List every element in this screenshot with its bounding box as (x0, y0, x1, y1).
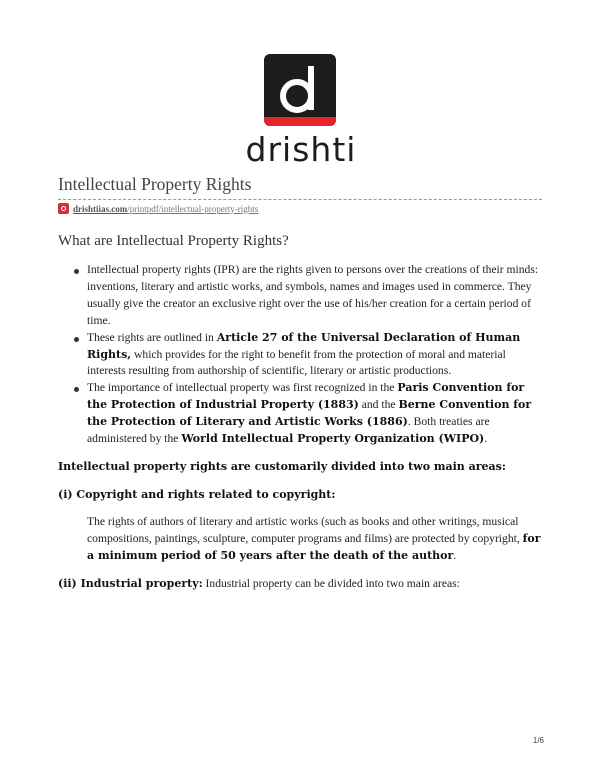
bullet-list (58, 262, 544, 448)
source-domain[interactable]: drishtiias.com (73, 203, 128, 214)
areas-heading: Intellectual property rights are customarily divided into two main areas: (58, 459, 506, 473)
list-item: The importance of intellectual property was first recognized in the Paris Convention for the Protection of Industrial Property (1883) and the Berne Convention for the Protection of Literary and Artistic Works (1886). Both treaties are administered by the World Intellectual Property Organization (WIPO). (87, 380, 544, 448)
document-title: Intellectual Property Rights (58, 174, 252, 194)
source-link[interactable] (58, 203, 258, 214)
logo-d-icon (264, 54, 336, 126)
title-divider (58, 199, 542, 200)
list-item: These rights are outlined in Article 27 of the Universal Declaration of Human Rights, which provides for the right to benefit from the protection of moral and material interests resulting from authorship of scientific, literary or artistic productions. (87, 330, 544, 381)
source-path[interactable]: /printpdf/intellectual-property-rights (127, 203, 259, 214)
logo-wordmark: drishti (245, 130, 357, 169)
industrial-paragraph: (ii) Industrial property: Industrial property can be divided into two main areas: (58, 576, 460, 590)
article-body (58, 262, 544, 592)
list-item: Intellectual property rights (IPR) are the rights given to persons over the creations of their minds: inventions, literary and artistic works, and symbols, names and images used in commerce. They usually give the creator an exclusive right over the use of his/her creation for a certain period of time. (87, 262, 544, 330)
copyright-heading: (i) Copyright and rights related to copyright: (58, 487, 336, 501)
page-number: 1/6 (532, 736, 544, 745)
favicon-icon (58, 203, 69, 214)
copyright-paragraph: The rights of authors of literary and artistic works (such as books and other writings, musical compositions, paintings, sculpture, computer programs and films) are protected by copyright, for a minimum period of 50 years after the death of the author. (87, 514, 541, 562)
section-heading: What are Intellectual Property Rights? (58, 233, 289, 249)
